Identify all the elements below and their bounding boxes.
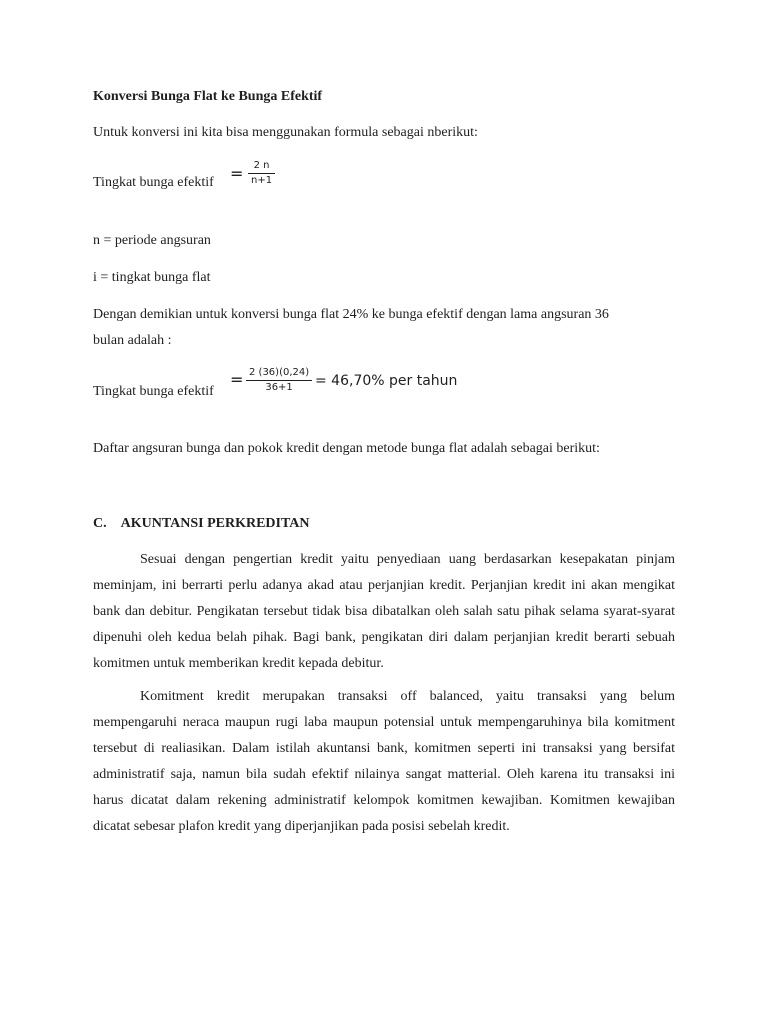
formula-2-result: = 46,70% per tahun xyxy=(315,373,458,389)
paragraph-1-text: Sesuai dengan pengertian kredit yaitu penyediaan uang berdasarkan kesepakatan pinjam meminjam, ini berrarti perlu adanya akad atau perjanjian kredit. Perjanjian kredit ini akan mengikat bank dan debitur. Pengikatan tersebut tidak bisa dibatalkan oleh salah satu pihak selama syarat-syarat dipenuhi oleh kedua belah pihak. Bagi bank, pengikatan diri dalam perjanjian kredit berarti sebuah komitmen untuk memberikan kredit kepada debitur. xyxy=(93,552,675,671)
paragraph-2 xyxy=(93,684,675,840)
fraction-bar xyxy=(246,380,312,381)
section-title-akuntansi: C. AKUNTANSI PERKREDITAN xyxy=(93,516,310,531)
paragraph-2-text: Komitment kredit merupakan transaksi off balanced, yaitu transaksi yang belum mempengaruhi neraca maupun rugi laba maupun potensial untuk mempengaruhinya bila komitment tersebut di realiasikan. Dalam istilah akuntansi bank, komitmen seperti ini transaksi yang bersifat administratif saja, namun bila sudah efektif nilainya sangat matterial. Oleh karena itu transaksi ini harus dicatat dalam rekening administratif kelompok komitmen kewajiban. Komitmen kewajiban dicatat sebesar plafon kredit yang diperjanjikan pada posisi sebelah kredit. xyxy=(93,689,675,834)
formula-2-numerator: 2 (36)(0,24) xyxy=(249,367,310,378)
example-text-line-2: bulan adalah : xyxy=(93,333,172,348)
paragraph-1 xyxy=(93,547,675,677)
formula-1-label: Tingkat bunga efektif xyxy=(93,175,214,190)
intro-text: Untuk konversi ini kita bisa menggunakan formula sebagai nberikut: xyxy=(93,125,478,140)
section-title-konversi: Konversi Bunga Flat ke Bunga Efektif xyxy=(93,89,323,104)
definition-i: i = tingkat bunga flat xyxy=(93,270,211,285)
formula-1-fraction xyxy=(248,161,275,186)
formula-2-fraction xyxy=(246,368,312,393)
fraction-bar xyxy=(248,173,275,174)
formula-1-denominator: n+1 xyxy=(251,175,273,186)
formula-2-label: Tingkat bunga efektif xyxy=(93,384,214,399)
formula-1-equals: = xyxy=(230,164,244,183)
formula-2-denominator: 36+1 xyxy=(265,382,293,393)
formula-1-numerator: 2 n xyxy=(253,160,270,171)
formula-2-equals: = xyxy=(230,370,244,389)
example-text-line-1: Dengan demikian untuk konversi bunga flat 24% ke bunga efektif dengan lama angsuran 36 xyxy=(93,307,609,322)
definition-n: n = periode angsuran xyxy=(93,233,211,248)
table-intro-text: Daftar angsuran bunga dan pokok kredit dengan metode bunga flat adalah sebagai berikut: xyxy=(93,441,600,456)
